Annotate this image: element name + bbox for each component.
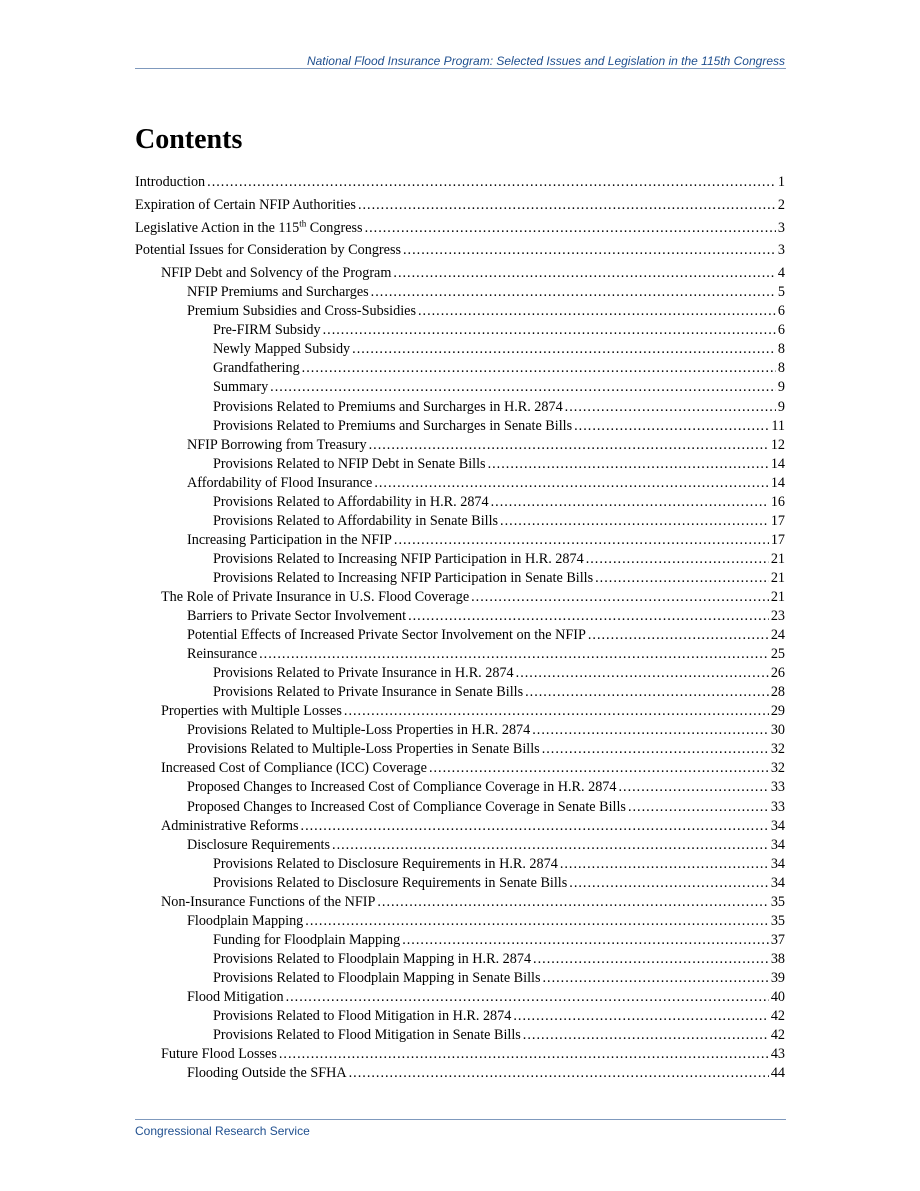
toc-entry[interactable] <box>135 951 785 970</box>
toc-page-number: 2 <box>777 196 785 213</box>
toc-entry-label: Provisions Related to Affordability in H.R. 2874 <box>213 493 489 510</box>
toc-page-number: 23 <box>770 608 785 625</box>
toc-page-number: 8 <box>777 360 785 377</box>
toc-page-number: 21 <box>770 588 785 605</box>
toc-entry[interactable] <box>135 684 785 703</box>
toc-page-number: 35 <box>770 912 785 929</box>
toc-dot-leader <box>302 360 776 377</box>
toc-dot-leader <box>352 341 776 358</box>
toc-entry[interactable] <box>135 303 785 322</box>
toc-entry[interactable] <box>135 379 785 398</box>
toc-dot-leader <box>279 1046 769 1063</box>
toc-entry-superscript: th <box>299 217 307 228</box>
toc-entry[interactable] <box>135 970 785 989</box>
toc-entry[interactable] <box>135 174 785 197</box>
toc-entry-label: Pre-FIRM Subsidy <box>213 322 321 339</box>
toc-entry[interactable] <box>135 1065 785 1084</box>
toc-entry[interactable] <box>135 418 785 437</box>
toc-dot-leader <box>532 722 769 739</box>
toc-entry-label: Expiration of Certain NFIP Authorities <box>135 196 356 213</box>
toc-dot-leader <box>305 913 769 930</box>
toc-page-number: 42 <box>770 1008 785 1025</box>
toc-entry[interactable] <box>135 475 785 494</box>
toc-dot-leader <box>429 760 769 777</box>
toc-entry[interactable] <box>135 1008 785 1027</box>
toc-page-number: 40 <box>770 988 785 1005</box>
toc-page-number: 21 <box>770 569 785 586</box>
toc-dot-leader <box>270 379 776 396</box>
toc-entry[interactable] <box>135 217 785 243</box>
toc-entry[interactable] <box>135 856 785 875</box>
toc-dot-leader <box>371 284 776 301</box>
toc-dot-leader <box>377 894 768 911</box>
toc-page-number: 43 <box>770 1046 785 1063</box>
toc-entry[interactable] <box>135 875 785 894</box>
toc-entry[interactable] <box>135 265 785 284</box>
toc-dot-leader <box>365 220 776 237</box>
toc-page-number: 6 <box>777 322 785 339</box>
toc-entry-label: Increasing Participation in the NFIP <box>187 531 392 548</box>
toc-entry-label: Proposed Changes to Increased Cost of Compliance Coverage in Senate Bills <box>187 798 626 815</box>
toc-dot-leader <box>323 322 776 339</box>
toc-dot-leader <box>332 837 769 854</box>
toc-entry-label: Flooding Outside the SFHA <box>187 1065 347 1082</box>
toc-entry-label: Provisions Related to Premiums and Surcharges in Senate Bills <box>213 417 573 434</box>
toc-entry[interactable] <box>135 197 785 220</box>
toc-entry-label: Barriers to Private Sector Involvement <box>187 608 407 625</box>
toc-page-number: 11 <box>771 417 785 434</box>
toc-dot-leader <box>516 665 769 682</box>
toc-page-number: 17 <box>770 531 785 548</box>
toc-entry[interactable] <box>135 570 785 589</box>
toc-entry[interactable] <box>135 760 785 779</box>
toc-entry-label: Affordability of Flood Insurance <box>187 474 373 491</box>
toc-entry-label: Provisions Related to Multiple-Loss Properties in H.R. 2874 <box>187 722 531 739</box>
toc-dot-leader <box>301 818 769 835</box>
toc-dot-leader <box>394 532 769 549</box>
toc-entry[interactable] <box>135 399 785 418</box>
toc-page-number: 38 <box>770 950 785 967</box>
toc-entry[interactable] <box>135 551 785 570</box>
toc-entry[interactable] <box>135 360 785 379</box>
toc-dot-leader <box>513 1008 768 1025</box>
toc-entry-label: Provisions Related to Increasing NFIP Participation in H.R. 2874 <box>213 550 584 567</box>
toc-entry-label: Provisions Related to Floodplain Mapping in Senate Bills <box>213 969 541 986</box>
toc-entry-label: Potential Effects of Increased Private Sector Involvement on the NFIP <box>187 627 586 644</box>
toc-dot-leader <box>525 684 769 701</box>
header-divider <box>135 68 786 69</box>
toc-entry[interactable] <box>135 627 785 646</box>
toc-page-number: 34 <box>770 836 785 853</box>
toc-entry[interactable] <box>135 837 785 856</box>
toc-page-number: 37 <box>770 931 785 948</box>
toc-page-number: 33 <box>770 798 785 815</box>
toc-entry-label: Provisions Related to Private Insurance in H.R. 2874 <box>213 665 514 682</box>
toc-entry-label: Properties with Multiple Losses <box>161 703 342 720</box>
toc-dot-leader <box>403 242 776 259</box>
toc-entry[interactable] <box>135 722 785 741</box>
toc-page-number: 3 <box>777 242 785 259</box>
toc-dot-leader <box>560 856 769 873</box>
toc-entry[interactable] <box>135 589 785 608</box>
toc-entry[interactable] <box>135 779 785 798</box>
toc-page-number: 24 <box>770 627 785 644</box>
toc-entry-label: Provisions Related to Flood Mitigation in H.R. 2874 <box>213 1008 512 1025</box>
toc-dot-leader <box>500 513 769 530</box>
toc-entry-label: NFIP Debt and Solvency of the Program <box>161 265 392 282</box>
toc-entry-label: Newly Mapped Subsidy <box>213 341 351 358</box>
toc-page-number: 8 <box>777 341 785 358</box>
toc-entry-label: Premium Subsidies and Cross-Subsidies <box>187 303 416 320</box>
toc-page-number: 9 <box>777 379 785 396</box>
toc-page-number: 25 <box>770 646 785 663</box>
toc-dot-leader <box>595 570 769 587</box>
toc-entry[interactable] <box>135 665 785 684</box>
toc-dot-leader <box>418 303 776 320</box>
toc-entry-label: NFIP Premiums and Surcharges <box>187 284 369 301</box>
toc-dot-leader <box>488 456 769 473</box>
toc-page-number: 12 <box>770 436 785 453</box>
toc-entry-label: Non-Insurance Functions of the NFIP <box>161 893 376 910</box>
toc-dot-leader <box>542 970 768 987</box>
toc-entry[interactable] <box>135 1046 785 1065</box>
toc-page-number: 5 <box>777 284 785 301</box>
toc-dot-leader <box>358 197 776 214</box>
toc-page-number: 3 <box>777 219 785 236</box>
toc-entry[interactable] <box>135 703 785 722</box>
toc-page-number: 34 <box>770 874 785 891</box>
toc-dot-leader <box>618 779 768 796</box>
toc-entry-label: Administrative Reforms <box>161 817 299 834</box>
toc-dot-leader <box>542 741 769 758</box>
toc-page-number: 44 <box>770 1065 785 1082</box>
toc-page-number: 42 <box>770 1027 785 1044</box>
toc-entry[interactable] <box>135 456 785 475</box>
toc-page-number: 35 <box>770 893 785 910</box>
toc-page-number: 30 <box>770 722 785 739</box>
toc-dot-leader <box>374 475 768 492</box>
footer-source: Congressional Research Service <box>135 1124 310 1138</box>
toc-entry-label: Provisions Related to NFIP Debt in Senate Bills <box>213 455 486 472</box>
toc-dot-leader <box>286 989 769 1006</box>
toc-dot-leader <box>533 951 769 968</box>
toc-dot-leader <box>491 494 769 511</box>
toc-page-number: 32 <box>770 760 785 777</box>
toc-entry[interactable] <box>135 913 785 932</box>
toc-page-number: 32 <box>770 741 785 758</box>
toc-entry[interactable] <box>135 989 785 1008</box>
toc-entry-label: Provisions Related to Multiple-Loss Properties in Senate Bills <box>187 741 540 758</box>
toc-entry[interactable] <box>135 646 785 665</box>
toc-dot-leader <box>402 932 769 949</box>
toc-entry-label: Funding for Floodplain Mapping <box>213 931 401 948</box>
toc-entry[interactable] <box>135 494 785 513</box>
toc-page-number: 14 <box>770 455 785 472</box>
toc-page-number: 28 <box>770 684 785 701</box>
toc-entry[interactable] <box>135 513 785 532</box>
toc-entry[interactable] <box>135 437 785 456</box>
toc-dot-leader <box>588 627 769 644</box>
toc-dot-leader <box>523 1027 769 1044</box>
toc-entry-label: Provisions Related to Affordability in Senate Bills <box>213 512 499 529</box>
toc-dot-leader <box>349 1065 769 1082</box>
toc-dot-leader <box>408 608 769 625</box>
toc-entry[interactable] <box>135 818 785 837</box>
toc-entry-label: Reinsurance <box>187 646 258 663</box>
toc-page-number: 34 <box>770 855 785 872</box>
toc-dot-leader <box>569 875 769 892</box>
toc-page-number: 6 <box>777 303 785 320</box>
toc-page-number: 14 <box>770 474 785 491</box>
toc-entry-label: Flood Mitigation <box>187 988 284 1005</box>
toc-entry[interactable] <box>135 799 785 818</box>
toc-entry-label: Future Flood Losses <box>161 1046 277 1063</box>
toc-page-number: 1 <box>777 174 785 190</box>
toc-dot-leader <box>565 399 776 416</box>
toc-entry[interactable] <box>135 322 785 341</box>
toc-dot-leader <box>586 551 769 568</box>
toc-entry-label: Provisions Related to Disclosure Requirements in Senate Bills <box>213 874 568 891</box>
toc-entry-label: Provisions Related to Premiums and Surcharges in H.R. 2874 <box>213 398 563 415</box>
toc-dot-leader <box>393 265 776 282</box>
toc-entry-label: Potential Issues for Consideration by Congress <box>135 242 401 259</box>
toc-entry[interactable] <box>135 532 785 551</box>
toc-page-number: 34 <box>770 817 785 834</box>
toc-dot-leader <box>259 646 769 663</box>
toc-entry-label: Legislative Action in the 115th Congress <box>135 217 363 236</box>
toc-page-number: 17 <box>770 512 785 529</box>
toc-entry[interactable] <box>135 1027 785 1046</box>
toc-page-number: 4 <box>777 265 785 282</box>
toc-dot-leader <box>207 174 776 191</box>
toc-entry-label: Increased Cost of Compliance (ICC) Coverage <box>161 760 427 777</box>
toc-entry-label: Proposed Changes to Increased Cost of Compliance Coverage in H.R. 2874 <box>187 779 617 796</box>
toc-entry[interactable] <box>135 284 785 303</box>
toc-entry-label: Floodplain Mapping <box>187 912 304 929</box>
toc-page-number: 9 <box>777 398 785 415</box>
toc-entry-label: NFIP Borrowing from Treasury <box>187 436 367 453</box>
toc-page-number: 26 <box>770 665 785 682</box>
toc-entry[interactable] <box>135 894 785 913</box>
toc-entry-label: Grandfathering <box>213 360 300 377</box>
toc-page-number: 29 <box>770 703 785 720</box>
table-of-contents <box>135 174 785 1084</box>
toc-page-number: 21 <box>770 550 785 567</box>
toc-page-number: 39 <box>770 969 785 986</box>
toc-entry[interactable] <box>135 932 785 951</box>
toc-entry[interactable] <box>135 242 785 265</box>
toc-entry-label: Provisions Related to Private Insurance in Senate Bills <box>213 684 524 701</box>
toc-dot-leader <box>471 589 769 606</box>
toc-page-number: 16 <box>770 493 785 510</box>
toc-dot-leader <box>344 703 769 720</box>
page-title: Contents <box>135 124 243 155</box>
toc-entry-label: Provisions Related to Disclosure Requirements in H.R. 2874 <box>213 855 558 872</box>
toc-entry-label: Provisions Related to Increasing NFIP Participation in Senate Bills <box>213 569 594 586</box>
toc-entry-label: Provisions Related to Floodplain Mapping in H.R. 2874 <box>213 950 532 967</box>
running-header-title: National Flood Insurance Program: Selected Issues and Legislation in the 115th Congress <box>306 54 785 68</box>
toc-dot-leader <box>574 418 769 435</box>
toc-entry-label: The Role of Private Insurance in U.S. Flood Coverage <box>161 588 470 605</box>
toc-page-number: 33 <box>770 779 785 796</box>
toc-entry-label: Provisions Related to Flood Mitigation in Senate Bills <box>213 1027 521 1044</box>
toc-entry-label: Introduction <box>135 174 206 190</box>
toc-dot-leader <box>628 799 769 816</box>
footer-divider <box>135 1119 786 1120</box>
toc-entry-label: Disclosure Requirements <box>187 836 331 853</box>
toc-dot-leader <box>369 437 769 454</box>
toc-entry[interactable] <box>135 741 785 760</box>
toc-entry[interactable] <box>135 341 785 360</box>
toc-entry-label: Summary <box>213 379 269 396</box>
toc-entry[interactable] <box>135 608 785 627</box>
